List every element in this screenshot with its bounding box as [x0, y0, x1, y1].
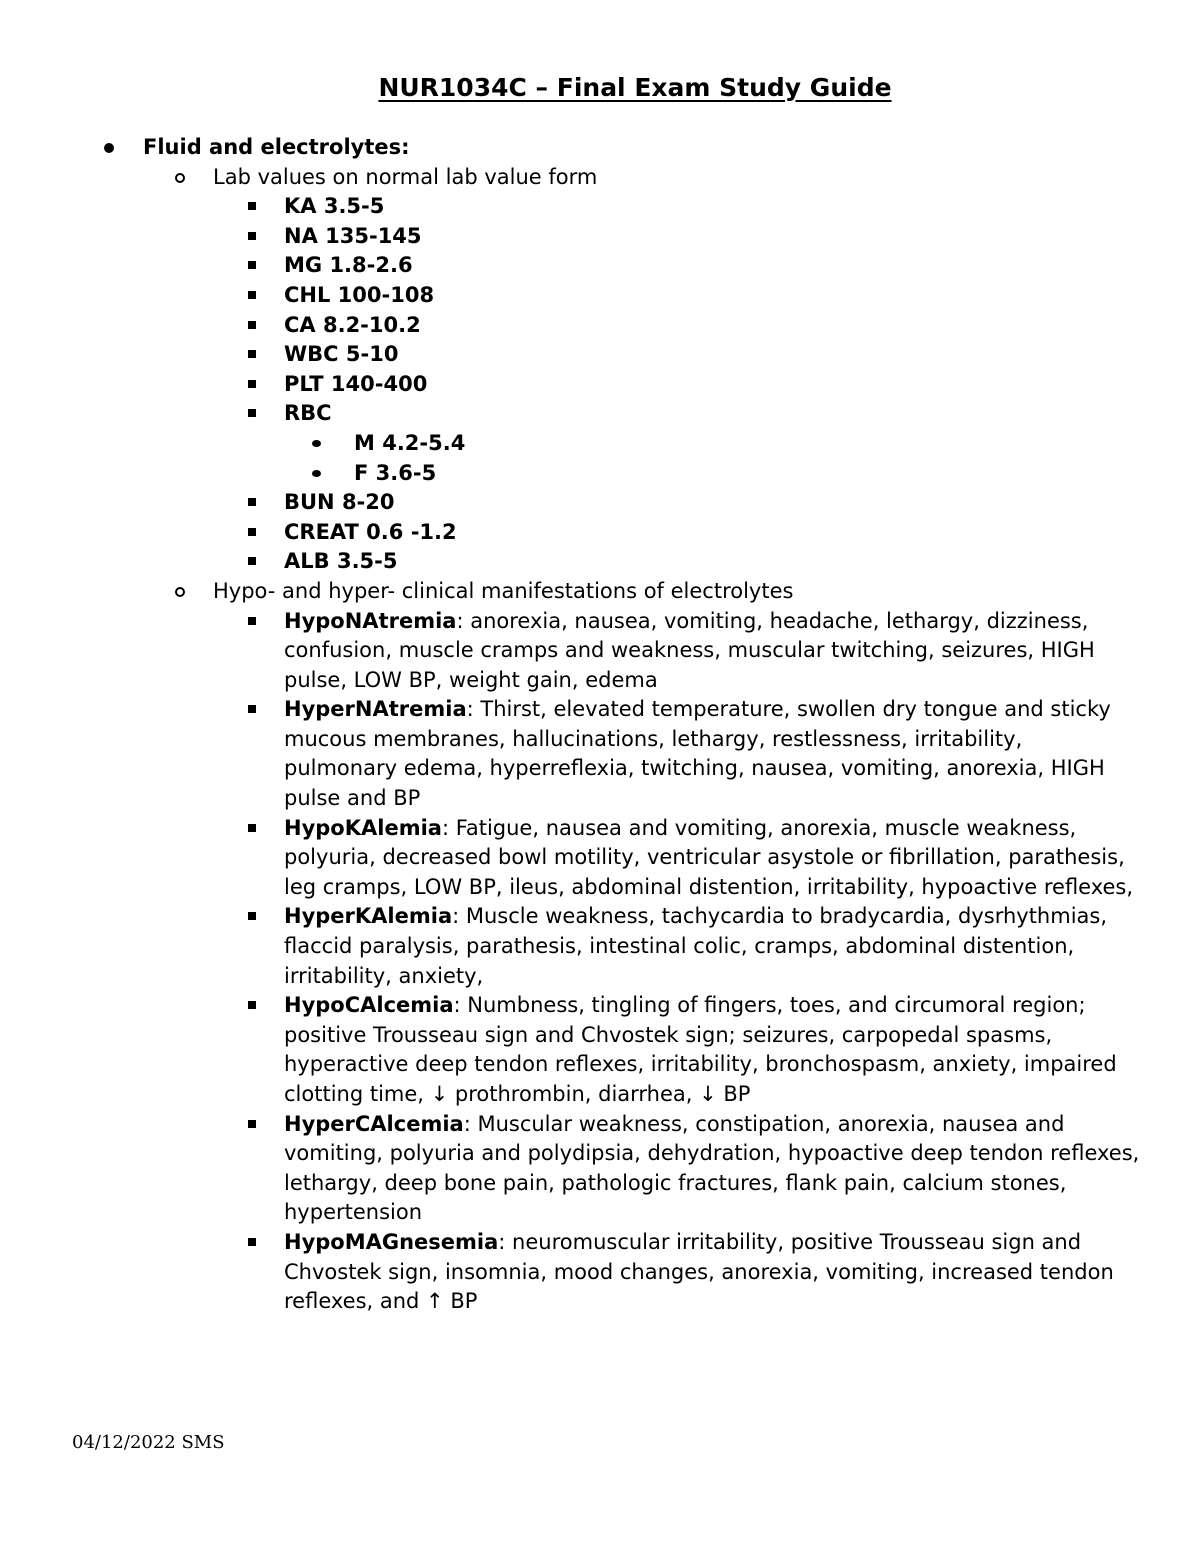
square-bullet-icon — [248, 912, 256, 920]
subsection-list — [0, 163, 1200, 1317]
list-item — [0, 222, 1200, 252]
list-item — [0, 399, 1200, 488]
description: : neuromuscular irritability, positive Trousseau sign and Chvostek sign, insomnia, mood changes, anorexia, vomiting, increased tendon reflexes, and ↑ BP — [284, 1229, 1114, 1314]
study-guide-outline — [0, 133, 1200, 1317]
square-bullet-icon — [248, 291, 256, 299]
square-bullet-icon — [248, 705, 256, 713]
square-bullet-icon — [248, 350, 256, 358]
square-bullet-icon — [248, 557, 256, 565]
list-item — [0, 902, 1200, 991]
description: : Muscular weakness, constipation, anorexia, nausea and vomiting, polyuria and polydipsia, dehydration, hypoactive deep tendon reflexes, lethargy, deep bone pain, pathologic fractures, flank pain, calcium stones, hypertension — [284, 1111, 1140, 1225]
subsection-lab-values — [0, 163, 1200, 577]
lab-value: CA 8.2-10.2 — [284, 312, 421, 337]
list-item — [0, 1228, 1200, 1317]
lab-value: CREAT 0.6 -1.2 — [284, 519, 457, 544]
lab-value: KA 3.5-5 — [284, 194, 385, 219]
description: : Thirst, elevated temperature, swollen dry tongue and sticky mucous membranes, hallucinations, lethargy, restlessness, irritability, pulmonary edema, hyperreflexia, twitching, nausea, vomiting, anorexia, HIGH pulse and BP — [284, 697, 1111, 811]
lab-value: WBC 5-10 — [284, 342, 399, 367]
round-bullet-icon — [312, 440, 321, 447]
description: : Fatigue, nausea and vomiting, anorexia, muscle weakness, polyuria, decreased bowl motility, ventricular asystole or fibrillation, parathesis, leg cramps, LOW BP, ileus, abdominal distention, irritability, hypoactive reflexes, — [284, 815, 1134, 899]
list-item — [0, 429, 1140, 459]
list-item — [0, 370, 1200, 400]
square-bullet-icon — [248, 232, 256, 240]
list-item — [0, 518, 1200, 548]
description: : Muscle weakness, tachycardia to bradycardia, dysrhythmias, flaccid paralysis, parathesis, intestinal colic, cramps, abdominal distention, irritability, anxiety, — [284, 904, 1108, 988]
square-bullet-icon — [248, 321, 256, 329]
list-item — [0, 192, 1200, 222]
term: HyperNAtremia — [284, 697, 467, 722]
square-bullet-icon — [248, 824, 256, 832]
square-bullet-icon — [248, 498, 256, 506]
subsection-manifestations — [0, 577, 1200, 1317]
lab-value: RBC — [284, 401, 332, 426]
manifestations-list — [0, 607, 1200, 1317]
square-bullet-icon — [248, 202, 256, 210]
rbc-sublist — [0, 429, 1140, 488]
list-item — [0, 607, 1200, 696]
round-bullet-icon — [312, 470, 321, 477]
list-item — [0, 340, 1200, 370]
square-bullet-icon — [248, 528, 256, 536]
square-bullet-icon — [248, 409, 256, 417]
term: HypoMAGnesemia — [284, 1229, 499, 1254]
lab-value: BUN 8-20 — [284, 490, 395, 515]
lab-value: M 4.2-5.4 — [354, 430, 466, 455]
circle-bullet-icon — [175, 587, 185, 597]
list-item — [0, 459, 1140, 489]
description: : anorexia, nausea, vomiting, headache, lethargy, dizziness, confusion, muscle cramps and weakness, muscular twitching, seizures, HIGH pulse, LOW BP, weight gain, edema — [284, 608, 1095, 692]
term: HypoCAlcemia — [284, 993, 454, 1018]
footer-date: 04/12/2022 SMS — [72, 1432, 225, 1453]
list-item — [0, 695, 1200, 813]
list-item — [0, 547, 1200, 577]
lab-value: F 3.6-5 — [354, 460, 437, 485]
term: HyperKAlemia — [284, 904, 453, 929]
circle-bullet-icon — [175, 173, 185, 183]
square-bullet-icon — [248, 380, 256, 388]
square-bullet-icon — [248, 1238, 256, 1246]
square-bullet-icon — [248, 617, 256, 625]
top-level-list — [0, 133, 1200, 1317]
square-bullet-icon — [248, 1001, 256, 1009]
list-item — [0, 281, 1200, 311]
square-bullet-icon — [248, 261, 256, 269]
list-item — [0, 991, 1200, 1109]
list-item — [0, 311, 1200, 341]
lab-values-list — [0, 192, 1200, 577]
term: HypoKAlemia — [284, 815, 442, 840]
page-title: NUR1034C – Final Exam Study Guide — [378, 73, 892, 102]
section-heading: Fluid and electrolytes: — [143, 135, 410, 159]
description: : Numbness, tingling of fingers, toes, and circumoral region; positive Trousseau sign and Chvostek sign; seizures, carpopedal spasms, hyperactive deep tendon reflexes, irritability, bronchospasm, anxiety, impaired clotting time, ↓ prothrombin, diarrhea, ↓ BP — [284, 993, 1117, 1106]
list-item — [0, 488, 1200, 518]
lab-value: PLT 140-400 — [284, 371, 428, 396]
lab-value: MG 1.8-2.6 — [284, 253, 413, 278]
list-item — [0, 251, 1200, 281]
disc-bullet-icon — [104, 143, 114, 153]
subsection-label: Lab values on normal lab value form — [213, 164, 598, 189]
term: HyperCAlcemia — [284, 1111, 464, 1136]
term: HypoNAtremia — [284, 608, 457, 633]
list-item — [0, 814, 1200, 903]
section-fluid-electrolytes — [0, 133, 1200, 1317]
square-bullet-icon — [248, 1120, 256, 1128]
list-item — [0, 1110, 1200, 1228]
lab-value: ALB 3.5-5 — [284, 549, 398, 574]
subsection-label: Hypo- and hyper- clinical manifestations of electrolytes — [213, 578, 794, 603]
lab-value: NA 135-145 — [284, 223, 422, 248]
lab-value: CHL 100-108 — [284, 282, 435, 307]
